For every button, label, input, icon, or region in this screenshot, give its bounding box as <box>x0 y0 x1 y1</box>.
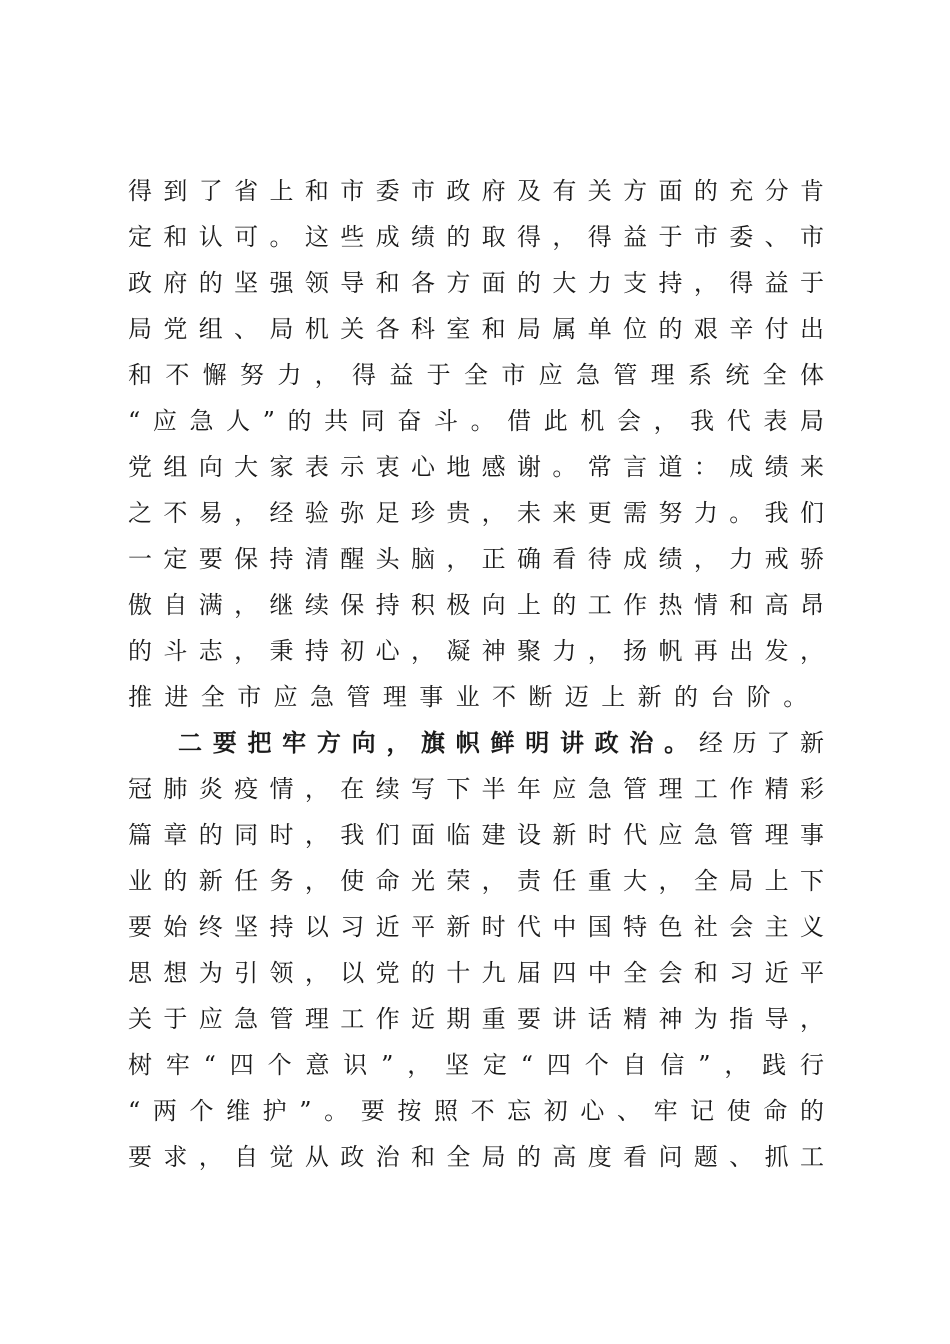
paragraph-lead-line <box>128 720 824 766</box>
text-line: 关于应急管理工作近期重要讲话精神为指导， <box>128 1005 824 1033</box>
text-line: 局党组、局机关各科室和局属单位的艰辛付出 <box>128 315 824 343</box>
paragraph-lead-rest: 经历了新 <box>698 729 824 757</box>
text-line: 得到了省上和市委市政府及有关方面的充分肯 <box>128 177 824 205</box>
text-line: “两个维护”。要按照不忘初心、牢记使命的 <box>128 1097 824 1125</box>
text-line: 和不懈努力，得益于全市应急管理系统全体 <box>128 361 824 389</box>
text-line: 树牢“四个意识”，坚定“四个自信”，践行 <box>128 1051 824 1079</box>
text-line: 推进全市应急管理事业不断迈上新的台阶。 <box>128 683 820 711</box>
text-line: 业的新任务，使命光荣，责任重大，全局上下 <box>128 867 824 895</box>
text-line: 党组向大家表示衷心地感谢。常言道：成绩来 <box>128 453 824 481</box>
text-line: “应急人”的共同奋斗。借此机会，我代表局 <box>128 407 824 435</box>
paragraph-1 <box>128 168 824 720</box>
text-line: 冠肺炎疫情，在续写下半年应急管理工作精彩 <box>128 775 824 803</box>
text-line: 定和认可。这些成绩的取得，得益于市委、市 <box>128 223 824 251</box>
text-line: 篇章的同时，我们面临建设新时代应急管理事 <box>128 821 824 849</box>
text-line: 思想为引领，以党的十九届四中全会和习近平 <box>128 959 824 987</box>
paragraph-2 <box>128 720 824 1180</box>
text-line: 一定要保持清醒头脑，正确看待成绩，力戒骄 <box>128 545 824 573</box>
text-line: 政府的坚强领导和各方面的大力支持，得益于 <box>128 269 824 297</box>
text-line: 要始终坚持以习近平新时代中国特色社会主义 <box>128 913 824 941</box>
text-line: 的斗志，秉持初心，凝神聚力，扬帆再出发， <box>128 637 824 665</box>
text-line: 之不易，经验弥足珍贵，未来更需努力。我们 <box>128 499 824 527</box>
paragraph-heading: 二要把牢方向，旗帜鲜明讲政治。 <box>178 729 699 757</box>
text-line: 傲自满，继续保持积极向上的工作热情和高昂 <box>128 591 824 619</box>
text-line: 要求，自觉从政治和全局的高度看问题、抓工 <box>128 1143 824 1171</box>
